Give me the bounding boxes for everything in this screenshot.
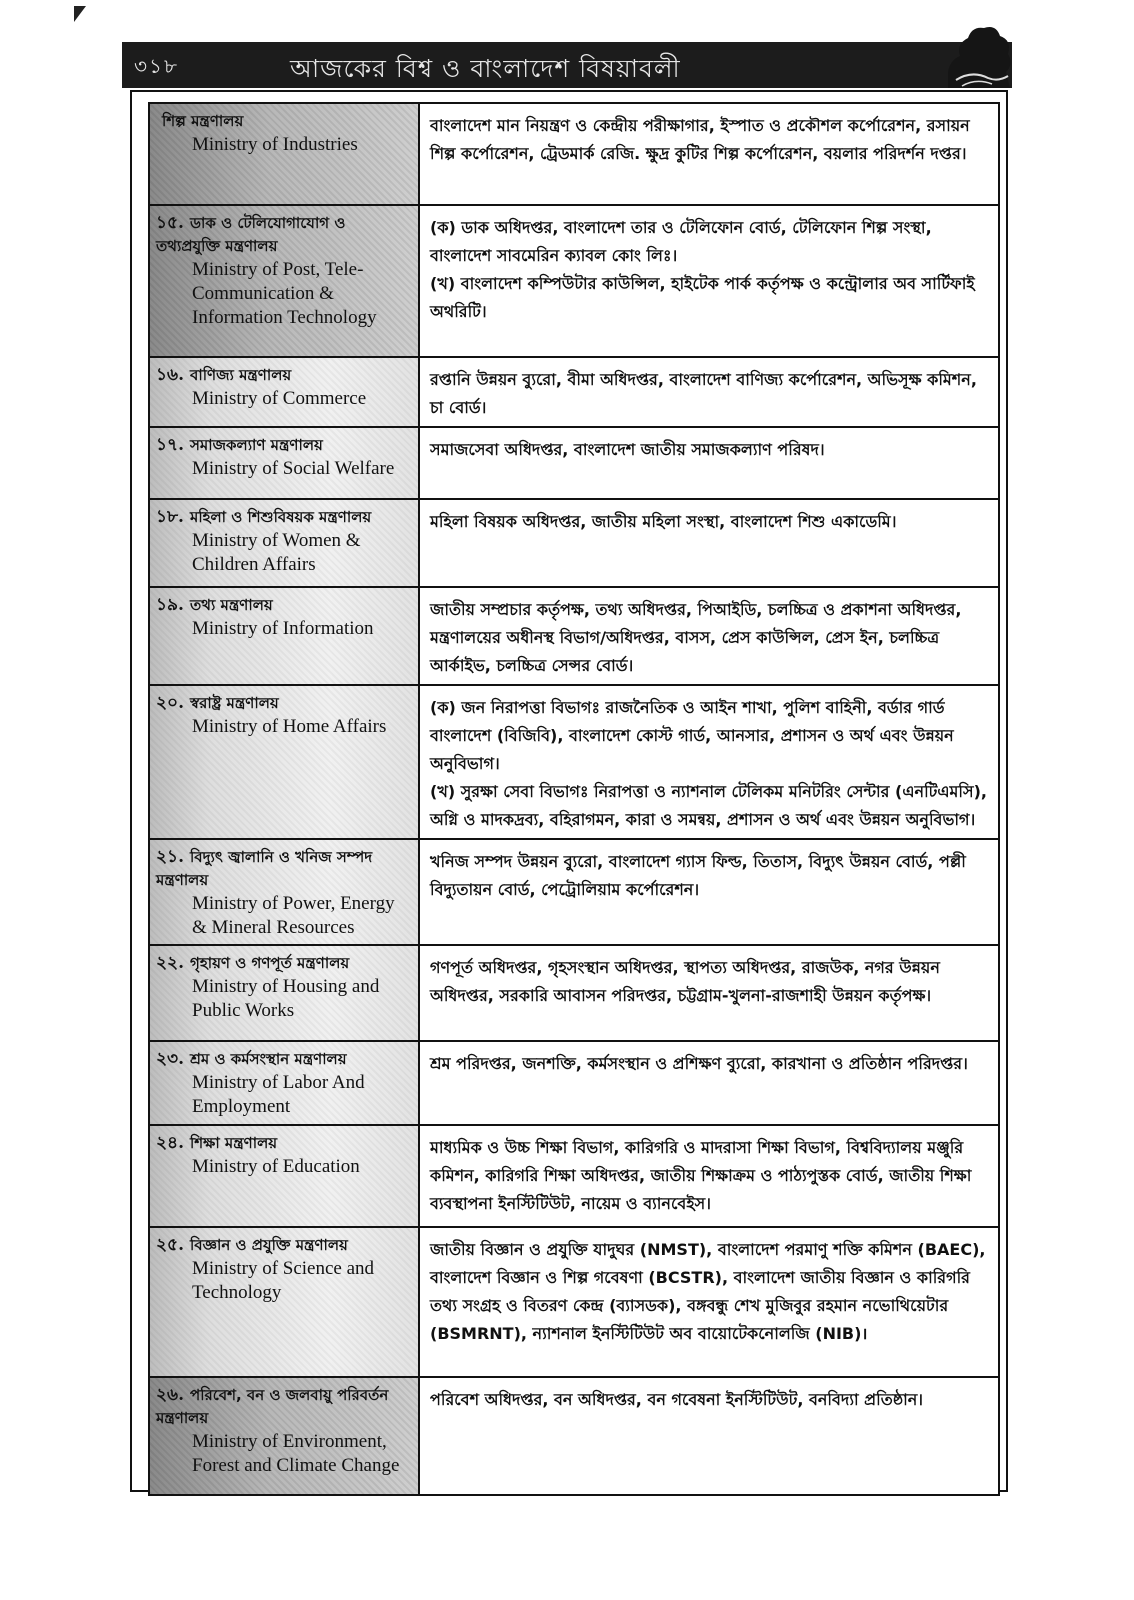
ministry-details-cell — [419, 839, 999, 945]
ministry-row — [149, 945, 999, 1041]
ministry-number: ২৬. — [156, 1385, 185, 1405]
ministry-row — [149, 1377, 999, 1495]
ministry-detail-line: (খ) সুরক্ষা সেবা বিভাগঃ নিরাপত্তা ও ন্যাশনাল টেলিকম মনিটরিং সেন্টার (এনটিএমসি), অগ্নি ও মাদকদ্রব্য, বহিরাগমন, কারা ও সমন্বয়, প্রশাসন ও অর্থ এবং উন্নয়ন অনুবিভাগ। — [430, 782, 987, 829]
ministry-row — [149, 839, 999, 945]
ministry-name-en: Ministry of Science and Technology — [192, 1258, 375, 1303]
ministry-row — [149, 1041, 999, 1125]
ministry-detail-line: (ক) জন নিরাপত্তা বিভাগঃ রাজনৈতিক ও আইন শাখা, পুলিশ বাহিনী, বর্ডার গার্ড বাংলাদেশ (বিজিবি), বাংলাদেশ কোস্ট গার্ড, আনসার, প্রশাসন ও অর্থ এবং উন্নয়ন অনুবিভাগ। — [430, 698, 954, 773]
ministry-name-bn: ডাক ও টেলিযোগাযোগ ও তথ্যপ্রযুক্তি মন্ত্রণালয় — [156, 214, 346, 255]
ministry-detail-line: জাতীয় বিজ্ঞান ও প্রযুক্তি যাদুঘর (NMST), বাংলাদেশ পরমাণু শক্তি কমিশন (BAEC), বাংলাদেশ বিজ্ঞান ও শিল্প গবেষণা (BCSTR), বাংলাদেশ জাতীয় বিজ্ঞান ও কারিগরি তথ্য সংগ্রহ ও বিতরণ কেন্দ্র (ব্যাসডক), বঙ্গবন্ধু শেখ মুজিবুর রহমান নভোথিয়েটার (BSMRNT), ন্যাশনাল ইনস্টিটিউট অব বায়োটেকনোলজি (NIB)। — [430, 1240, 986, 1343]
ministry-number: ১৭. — [156, 435, 185, 455]
ministry-number: ২১. — [156, 847, 185, 867]
ministry-details-cell — [419, 685, 999, 839]
page-corner-mark — [74, 6, 86, 22]
ministry-name-cell — [149, 587, 419, 685]
ministry-detail-line: (ক) ডাক অধিদপ্তর, বাংলাদেশ তার ও টেলিফোন বোর্ড, টেলিফোন শিল্প সংস্থা, বাংলাদেশ সাবমেরিন ক্যাবল কোং লিঃ। — [430, 218, 932, 265]
ministry-name-bn: পরিবেশ, বন ও জলবায়ু পরিবর্তন মন্ত্রণালয় — [156, 1386, 389, 1427]
ministry-detail-line: শ্রম পরিদপ্তর, জনশক্তি, কর্মসংস্থান ও প্রশিক্ষণ ব্যুরো, কারখানা ও প্রতিষ্ঠান পরিদপ্তর। — [430, 1054, 968, 1073]
ministry-name-en: Ministry of Environment, Forest and Climate Change — [192, 1431, 400, 1476]
ministry-details-cell — [419, 427, 999, 499]
ministry-details-cell — [419, 499, 999, 587]
page-header — [122, 42, 1012, 88]
ministry-name-en: Ministry of Commerce — [192, 388, 367, 409]
ministry-name-cell — [149, 357, 419, 427]
ministry-row — [149, 685, 999, 839]
ministry-details-cell — [419, 103, 999, 205]
ministry-name-en: Ministry of Education — [192, 1156, 360, 1177]
ministry-detail-line: পরিবেশ অধিদপ্তর, বন অধিদপ্তর, বন গবেষনা ইনস্টিটিউট, বনবিদ্যা প্রতিষ্ঠান। — [430, 1390, 924, 1409]
ministry-name-cell — [149, 1227, 419, 1377]
ministry-number: ২৪. — [156, 1133, 185, 1153]
ministry-detail-line: জাতীয় সম্প্রচার কর্তৃপক্ষ, তথ্য অধিদপ্তর, পিআইডি, চলচ্চিত্র ও প্রকাশনা অধিদপ্তর, মন্ত্রণালয়ের অধীনস্থ বিভাগ/অধিদপ্তর, বাসস, প্রেস কাউন্সিল, প্রেস ইন, চলচ্চিত্র আর্কাইভ, চলচ্চিত্র সেন্সর বোর্ড। — [430, 600, 962, 675]
page-number: ৩১৮ — [134, 54, 179, 78]
ministry-row — [149, 103, 999, 205]
ministry-number: ১৫. — [156, 213, 184, 233]
ministry-name-bn: বিজ্ঞান ও প্রযুক্তি মন্ত্রণালয় — [190, 1236, 348, 1254]
ministry-name-cell — [149, 427, 419, 499]
ministry-details-cell — [419, 587, 999, 685]
ministry-name-en: Ministry of Home Affairs — [192, 716, 387, 737]
ministry-row — [149, 357, 999, 427]
ministry-detail-line: গণপূর্ত অধিদপ্তর, গৃহসংস্থান অধিদপ্তর, স্থাপত্য অধিদপ্তর, রাজউক, নগর উন্নয়ন অধিদপ্তর, সরকারি আবাসন পরিদপ্তর, চট্টগ্রাম-খুলনা-রাজশাহী উন্নয়ন কর্তৃপক্ষ। — [430, 958, 940, 1005]
ministry-row — [149, 427, 999, 499]
ministry-details-cell — [419, 1125, 999, 1227]
ministry-name-bn: শ্রম ও কর্মসংস্থান মন্ত্রণালয় — [190, 1050, 347, 1068]
ministry-number: ২২. — [156, 953, 185, 973]
ministry-number: ২৩. — [156, 1049, 185, 1069]
ministry-details-cell — [419, 357, 999, 427]
ministry-details-cell — [419, 1377, 999, 1495]
ministry-row — [149, 1125, 999, 1227]
ministry-name-cell — [149, 1377, 419, 1495]
ministry-details-cell — [419, 1227, 999, 1377]
ministry-name-cell — [149, 1041, 419, 1125]
ministry-number: ১৯. — [156, 595, 184, 615]
ministry-name-cell — [149, 839, 419, 945]
ministry-name-en: Ministry of Housing and Public Works — [192, 976, 380, 1021]
header-emblem-icon — [942, 20, 1016, 90]
ministry-number: ২৫. — [156, 1235, 185, 1255]
ministry-name-bn: তথ্য মন্ত্রণালয় — [189, 596, 273, 614]
ministry-number: ১৮. — [156, 507, 184, 527]
ministry-row — [149, 205, 999, 357]
ministry-name-bn: সমাজকল্যাণ মন্ত্রণালয় — [190, 436, 323, 454]
ministry-name-cell — [149, 1125, 419, 1227]
ministry-name-bn: বিদ্যুৎ জ্বালানি ও খনিজ সম্পদ মন্ত্রণালয় — [156, 848, 373, 889]
ministry-detail-line: রপ্তানি উন্নয়ন ব্যুরো, বীমা অধিদপ্তর, বাংলাদেশ বাণিজ্য কর্পোরেশন, অভিসূক্ষ কমিশন, চা বোর্ড। — [430, 370, 977, 417]
ministry-name-en: Ministry of Post, Tele-Communication & Information Technology — [192, 259, 377, 328]
ministry-number: ১৬. — [156, 365, 185, 385]
ministry-name-en: Ministry of Labor And Employment — [192, 1072, 365, 1117]
ministry-name-cell — [149, 685, 419, 839]
ministry-name-bn: শিক্ষা মন্ত্রণালয় — [190, 1134, 278, 1152]
ministry-name-bn: স্বরাষ্ট্র মন্ত্রণালয় — [190, 694, 279, 712]
ministry-table — [148, 102, 1000, 1496]
ministry-row — [149, 499, 999, 587]
ministry-name-bn: মহিলা ও শিশুবিষয়ক মন্ত্রণালয় — [189, 508, 372, 526]
ministry-name-en: Ministry of Information — [192, 618, 374, 639]
ministry-name-bn: শিল্প মন্ত্রণালয় — [162, 112, 244, 130]
ministry-detail-line: মহিলা বিষয়ক অধিদপ্তর, জাতীয় মহিলা সংস্থা, বাংলাদেশ শিশু একাডেমি। — [430, 512, 897, 531]
ministry-name-cell — [149, 205, 419, 357]
ministry-details-cell — [419, 1041, 999, 1125]
ministry-name-cell — [149, 103, 419, 205]
ministry-row — [149, 587, 999, 685]
table-frame — [130, 90, 1008, 1492]
ministry-row — [149, 1227, 999, 1377]
header-title: আজকের বিশ্ব ও বাংলাদেশ বিষয়াবলী — [290, 54, 681, 83]
ministry-number: ২০. — [156, 693, 185, 713]
ministry-details-cell — [419, 205, 999, 357]
ministry-name-en: Ministry of Social Welfare — [192, 458, 395, 479]
ministry-name-bn: বাণিজ্য মন্ত্রণালয় — [190, 366, 292, 384]
ministry-detail-line: (খ) বাংলাদেশ কম্পিউটার কাউন্সিল, হাইটেক পার্ক কর্তৃপক্ষ ও কন্ট্রোলার অব সার্টিফাই অথরিটি। — [430, 274, 975, 321]
ministry-detail-line: সমাজসেবা অধিদপ্তর, বাংলাদেশ জাতীয় সমাজকল্যাণ পরিষদ। — [430, 440, 825, 459]
ministry-name-en: Ministry of Women & Children Affairs — [192, 530, 361, 575]
ministry-detail-line: খনিজ সম্পদ উন্নয়ন ব্যুরো, বাংলাদেশ গ্যাস ফিল্ড, তিতাস, বিদ্যুৎ উন্নয়ন বোর্ড, পল্লী বিদ্যুতায়ন বোর্ড, পেট্রোলিয়াম কর্পোরেশন। — [430, 852, 966, 899]
ministry-details-cell — [419, 945, 999, 1041]
ministry-detail-line: মাধ্যমিক ও উচ্চ শিক্ষা বিভাগ, কারিগরি ও মাদরাসা শিক্ষা বিভাগ, বিশ্ববিদ্যালয় মঞ্জুরি কমিশন, কারিগরি শিক্ষা অধিদপ্তর, জাতীয় শিক্ষাক্রম ও পাঠ্যপুস্তক বোর্ড, জাতীয় শিক্ষা ব্যবস্থাপনা ইনস্টিটিউট, নায়েম ও ব্যানবেইস। — [430, 1138, 972, 1213]
ministry-name-cell — [149, 499, 419, 587]
ministry-name-en: Ministry of Power, Energy & Mineral Resources — [192, 893, 395, 938]
ministry-name-en: Ministry of Industries — [192, 134, 358, 155]
ministry-name-bn: গৃহায়ণ ও গণপূর্ত মন্ত্রণালয় — [190, 954, 350, 972]
ministry-name-cell — [149, 945, 419, 1041]
ministry-detail-line: বাংলাদেশ মান নিয়ন্ত্রণ ও কেন্দ্রীয় পরীক্ষাগার, ইস্পাত ও প্রকৌশল কর্পোরেশন, রসায়ন শিল্প কর্পোরেশন, ট্রেডমার্ক রেজি. ক্ষুদ্র কুটির শিল্প কর্পোরেশন, বয়লার পরিদর্শন দপ্তর। — [430, 116, 970, 163]
